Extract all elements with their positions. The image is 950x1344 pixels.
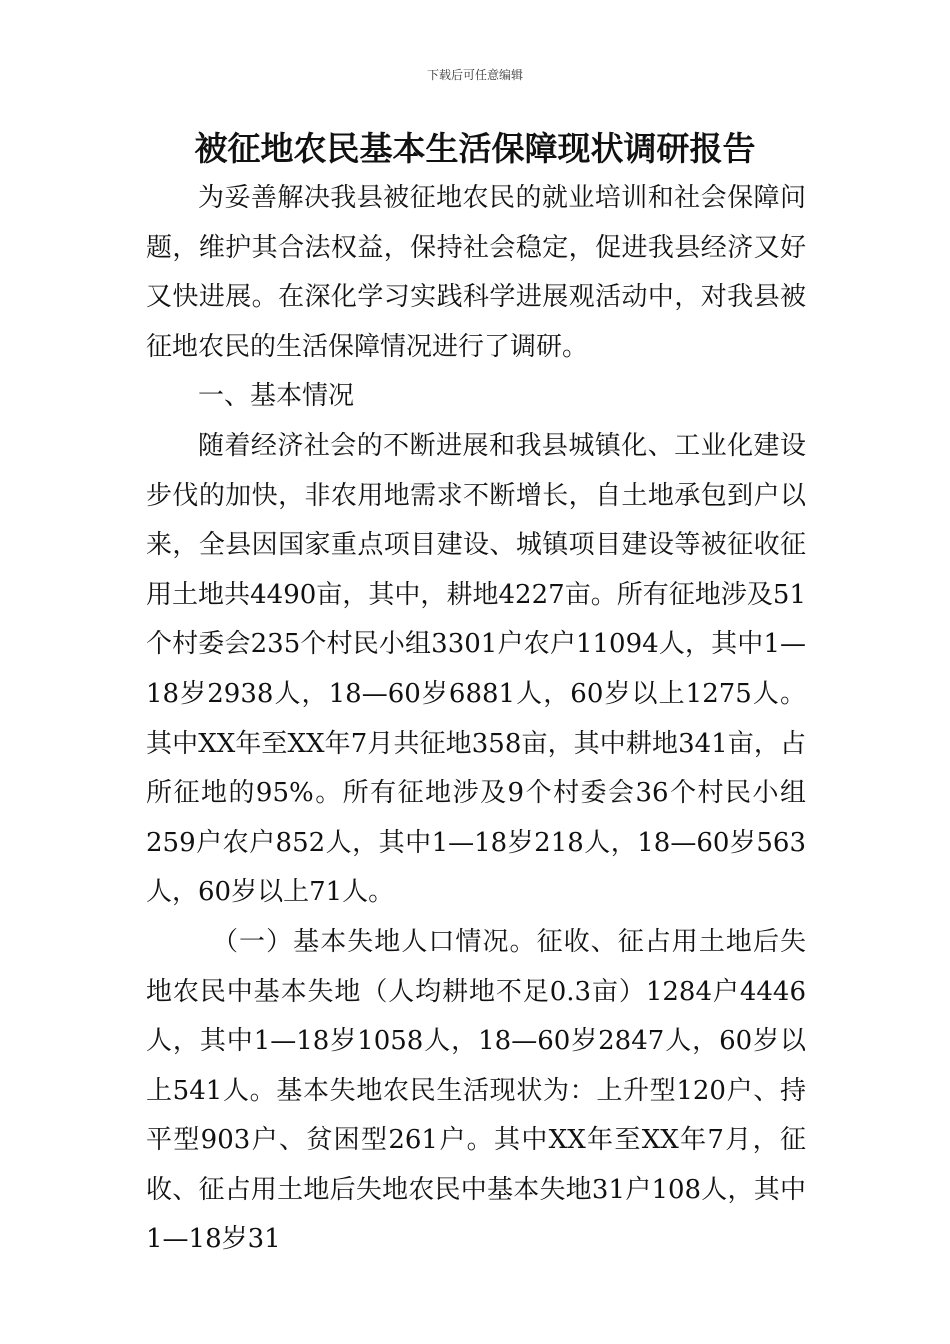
document-title: 被征地农民基本生活保障现状调研报告 — [194, 129, 756, 168]
document-body — [146, 174, 806, 1265]
paragraph-landless-population: （一）基本失地人口情况。征收、征占用土地后失地农民中基本失地（人均耕地不足0.3亩）1284户4446人，其中1—18岁1058人，18—60岁2847人，60岁以上541人。基本失地农民生活现状为：上升型120户、持平型903户、贫困型261户。其中XX年至XX年7月，征收、征占用土地后失地农民中基本失地31户108人，其中1—18岁31 — [146, 926, 806, 1255]
header-note: 下载后可任意编辑 — [426, 68, 523, 82]
paragraph-overview: 随着经济社会的不断进展和我县城镇化、工业化建设步伐的加快，非农用地需求不断增长，自土地承包到户以来，全县因国家重点项目建设、城镇项目建设等被征收征用土地共4490亩，其中，耕地4227亩。所有征地涉及51个村委会235个村民小组3301户农户11094人，其中1—18岁2938人，18—60岁6881人，60岁以上1275人。其中XX年至XX年7月共征地358亩，其中耕地341亩，占所征地的95%。所有征地涉及9个村委会36个村民小组259户农户852人，其中1—18岁218人，18—60岁563人，60岁以上71人。 — [146, 430, 806, 908]
section-heading-basic-situation: 一、基本情况 — [198, 381, 355, 412]
paragraph-intro: 为妥善解决我县被征地农民的就业培训和社会保障问题，维护其合法权益，保持社会稳定，促进我县经济又好又快进展。在深化学习实践科学进展观活动中，对我县被征地农民的生活保障情况进行了调研。 — [146, 183, 806, 362]
